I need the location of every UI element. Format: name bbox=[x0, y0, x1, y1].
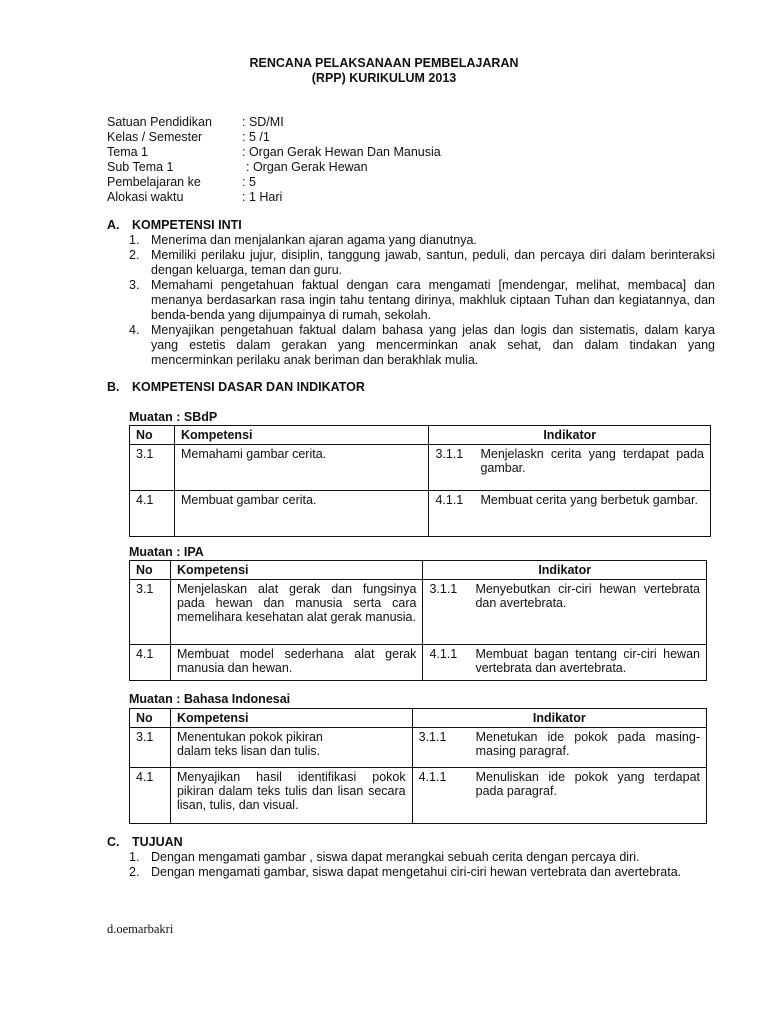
identity-label: Tema 1 bbox=[107, 145, 148, 159]
column-header-no: No bbox=[130, 426, 175, 445]
section-heading-kompetensi-dasar bbox=[107, 380, 365, 395]
footer-author: d.oemarbakri bbox=[107, 922, 174, 936]
section-heading-kompetensi-inti bbox=[107, 218, 242, 233]
muatan-label: Muatan : Bahasa Indonesai bbox=[129, 692, 291, 706]
identity-label: Satuan Pendidikan bbox=[107, 115, 212, 129]
identity-label: Kelas / Semester bbox=[107, 130, 203, 144]
document-title-line-2: (RPP) KURIKULUM 2013 bbox=[311, 71, 457, 85]
column-header-no: No bbox=[130, 709, 171, 728]
identity-value: : 5 bbox=[242, 175, 256, 189]
column-header-kompetensi: Kompetensi bbox=[170, 709, 412, 728]
table-row bbox=[130, 445, 711, 491]
cell-kompetensi: Menjelaskan alat gerak dan fungsinya pada hewan dan manusia serta cara memelihara kesehatan alat gerak manusia. bbox=[170, 580, 422, 645]
cell-kompetensi: Menyajikan hasil identifikasi pokok pikiran dalam teks tulis dan lisan secara lisan, tulis, dan visual. bbox=[170, 768, 412, 824]
indikator-text: Menetukan ide pokok pada masing-masing paragraf. bbox=[475, 730, 700, 758]
list-number: 1. bbox=[129, 233, 140, 247]
indikator-text: Menjelaskn cerita yang terdapat pada gambar. bbox=[480, 447, 704, 475]
list-number: 4. bbox=[129, 323, 140, 337]
indikator-text: Menyebutkan cir-ciri hewan vertebrata dan avertebrata. bbox=[475, 582, 700, 610]
indikator-code: 3.1.1 bbox=[435, 447, 464, 461]
muatan-label: Muatan : SBdP bbox=[129, 410, 218, 424]
list-number: 3. bbox=[129, 278, 140, 292]
kompetensi-text: Menentukan pokok pikiran dalam teks lisan dan tulis. bbox=[176, 730, 323, 758]
cell-no: 4.1 bbox=[130, 768, 171, 824]
section-letter: B. bbox=[107, 380, 120, 394]
list-text: Dengan mengamati gambar , siswa dapat merangkai sebuah cerita dengan percaya diri. bbox=[151, 850, 640, 864]
list-item bbox=[129, 233, 715, 248]
cell-indikator bbox=[429, 445, 711, 491]
indikator-text: Membuat cerita yang berbetuk gambar. bbox=[480, 493, 698, 507]
cell-indikator bbox=[412, 728, 706, 768]
identity-label: Pembelajaran ke bbox=[107, 175, 201, 189]
column-header-indikator: Indikator bbox=[429, 426, 711, 445]
list-item bbox=[129, 850, 689, 865]
cell-no: 4.1 bbox=[130, 491, 175, 537]
section-title: KOMPETENSI DASAR DAN INDIKATOR bbox=[132, 380, 365, 394]
table-row bbox=[130, 768, 707, 824]
indikator-code: 3.1.1 bbox=[429, 582, 458, 596]
cell-kompetensi: Memahami gambar cerita. bbox=[174, 445, 429, 491]
section-letter: A. bbox=[107, 218, 120, 232]
cell-no: 4.1 bbox=[130, 645, 171, 681]
list-number: 1. bbox=[129, 850, 140, 864]
indikator-text: Membuat bagan tentang cir-ciri hewan vertebrata dan avertebrata. bbox=[475, 647, 700, 675]
document-title-line-1: RENCANA PELAKSANAAN PEMBELAJARAN bbox=[249, 56, 519, 70]
list-number: 2. bbox=[129, 865, 140, 879]
muatan-label: Muatan : IPA bbox=[129, 545, 204, 559]
cell-indikator bbox=[423, 645, 707, 681]
identity-value: : 1 Hari bbox=[242, 190, 283, 204]
indikator-code: 4.1.1 bbox=[435, 493, 464, 507]
column-header-indikator: Indikator bbox=[423, 561, 707, 580]
cell-kompetensi: Membuat model sederhana alat gerak manusia dan hewan. bbox=[170, 645, 422, 681]
list-text: Menyajikan pengetahuan faktual dalam bahasa yang jelas dan logis dan sistematis, dalam karya yang estetis dalam gerakan yang mencerminkan anak sehat, dan dalam tindakan yang mencerminkan perilaku anak beriman dan berakhlak mulia. bbox=[151, 323, 715, 367]
list-item bbox=[129, 865, 689, 880]
list-text: Dengan mengamati gambar, siswa dapat mengetahui ciri-ciri hewan vertebrata dan avertebrata. bbox=[151, 865, 682, 879]
cell-indikator bbox=[423, 580, 707, 645]
column-header-no: No bbox=[130, 561, 171, 580]
section-heading-tujuan bbox=[107, 835, 183, 850]
tujuan-list bbox=[129, 850, 689, 880]
kd-table-ipa bbox=[129, 560, 707, 681]
identity-value: : Organ Gerak Hewan bbox=[246, 160, 368, 174]
kd-table-bahasa-indonesia bbox=[129, 708, 707, 824]
cell-kompetensi: Membuat gambar cerita. bbox=[174, 491, 429, 537]
column-header-kompetensi: Kompetensi bbox=[174, 426, 429, 445]
table-header-row bbox=[130, 426, 711, 445]
table-header-row bbox=[130, 561, 707, 580]
identity-label: Alokasi waktu bbox=[107, 190, 184, 204]
list-text: Menerima dan menjalankan ajaran agama yang dianutnya. bbox=[151, 233, 477, 247]
list-item bbox=[129, 278, 715, 323]
table-row bbox=[130, 645, 707, 681]
section-title: KOMPETENSI INTI bbox=[132, 218, 242, 232]
cell-no: 3.1 bbox=[130, 580, 171, 645]
table-row bbox=[130, 491, 711, 537]
kompetensi-inti-list bbox=[129, 233, 715, 368]
cell-kompetensi bbox=[170, 728, 412, 768]
section-title: TUJUAN bbox=[132, 835, 183, 849]
cell-no: 3.1 bbox=[130, 728, 171, 768]
list-item bbox=[129, 323, 715, 368]
table-row bbox=[130, 728, 707, 768]
cell-indikator bbox=[412, 768, 706, 824]
cell-indikator bbox=[429, 491, 711, 537]
identity-value: : 5 /1 bbox=[242, 130, 270, 144]
indikator-code: 4.1.1 bbox=[429, 647, 458, 661]
indikator-text: Menuliskan ide pokok yang terdapat pada paragraf. bbox=[475, 770, 700, 798]
indikator-code: 3.1.1 bbox=[418, 730, 447, 744]
table-row bbox=[130, 580, 707, 645]
kd-table-sbdp bbox=[129, 425, 711, 537]
cell-no: 3.1 bbox=[130, 445, 175, 491]
identity-value: : SD/MI bbox=[242, 115, 284, 129]
table-header-row bbox=[130, 709, 707, 728]
identity-value: : Organ Gerak Hewan Dan Manusia bbox=[242, 145, 441, 159]
column-header-kompetensi: Kompetensi bbox=[170, 561, 422, 580]
list-text: Memiliki perilaku jujur, disiplin, tanggung jawab, santun, peduli, dan percaya diri dalam berinteraksi dengan keluarga, teman dan guru. bbox=[151, 248, 715, 277]
section-letter: C. bbox=[107, 835, 120, 849]
column-header-indikator: Indikator bbox=[412, 709, 706, 728]
indikator-code: 4.1.1 bbox=[418, 770, 447, 784]
list-item bbox=[129, 248, 715, 278]
list-number: 2. bbox=[129, 248, 140, 262]
identity-label: Sub Tema 1 bbox=[107, 160, 174, 174]
list-text: Memahami pengetahuan faktual dengan cara mengamati [mendengar, melihat, membaca] dan menanya berdasarkan rasa ingin tahu tentang dirinya, makhluk ciptaan Tuhan dan kegiatannya, dan benda-benda yang dijumpainya di rumah, sekolah. bbox=[151, 278, 715, 322]
